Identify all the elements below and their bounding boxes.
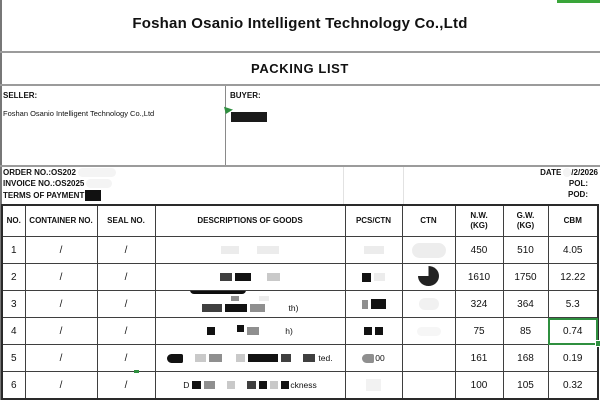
cell-gw[interactable]: 105 <box>503 372 548 400</box>
redacted-text <box>346 273 402 282</box>
section-divider <box>0 84 600 86</box>
section-divider <box>0 165 600 167</box>
seller-label: SELLER: <box>3 91 38 100</box>
cell-description[interactable] <box>155 372 345 400</box>
redacted-text <box>156 273 345 281</box>
pol-label: POL: <box>568 179 588 188</box>
top-right-green-strip <box>557 0 600 3</box>
header-container-no[interactable]: CONTAINER NO. <box>25 205 97 237</box>
redacted-text: D ckness <box>183 380 317 390</box>
border-blur <box>171 345 301 347</box>
cell-nw[interactable]: 324 <box>455 291 503 318</box>
redacted-blob <box>403 269 455 286</box>
cell-container-no[interactable]: / <box>25 237 97 264</box>
table-row <box>2 372 598 400</box>
header-nw[interactable]: N.W. (KG) <box>455 205 503 237</box>
terms-redacted <box>85 190 101 201</box>
cell-pcs-ctn[interactable] <box>345 345 402 372</box>
cell-container-no[interactable]: / <box>25 291 97 318</box>
order-no-line <box>3 168 116 177</box>
cell-nw[interactable]: 75 <box>455 318 503 345</box>
cell-pcs-ctn[interactable] <box>345 291 402 318</box>
terms-label: TERMS OF PAYMENT <box>3 191 85 200</box>
cell-pcs-ctn[interactable] <box>345 237 402 264</box>
header-seal-no[interactable]: SEAL NO. <box>97 205 155 237</box>
terms-line <box>3 190 101 201</box>
cell-container-no[interactable]: / <box>25 318 97 345</box>
cell-ctn[interactable] <box>402 318 455 345</box>
border-blur <box>186 318 291 320</box>
cell-no[interactable]: 3 <box>2 291 25 318</box>
redacted-blob <box>190 291 246 295</box>
cell-ctn[interactable] <box>402 264 455 291</box>
cell-no[interactable]: 2 <box>2 264 25 291</box>
date-line <box>540 168 598 177</box>
cell-seal-no[interactable]: / <box>97 264 155 291</box>
header-cbm[interactable]: CBM <box>548 205 598 237</box>
cell-seal-no[interactable]: / <box>97 372 155 400</box>
pol-line <box>569 179 588 188</box>
header-no[interactable]: NO. <box>2 205 25 237</box>
buyer-name-redacted <box>231 112 267 122</box>
redacted-text <box>346 246 402 254</box>
date-value: /2/2026 <box>571 168 598 177</box>
gridline <box>343 167 344 204</box>
cell-description[interactable] <box>155 264 345 291</box>
cell-gw[interactable]: 168 <box>503 345 548 372</box>
cell-no[interactable]: 6 <box>2 372 25 400</box>
cell-cbm[interactable]: 5.3 <box>548 291 598 318</box>
cell-pcs-ctn[interactable] <box>345 264 402 291</box>
invoice-no-line <box>3 179 112 188</box>
redacted-text <box>346 379 402 391</box>
header-gw[interactable]: G.W. (KG) <box>503 205 548 237</box>
cell-nw[interactable]: 450 <box>455 237 503 264</box>
header-ctn[interactable]: CTN <box>402 205 455 237</box>
cell-gw[interactable]: 1750 <box>503 264 548 291</box>
seller-buyer-divider <box>225 86 226 165</box>
cell-container-no[interactable]: / <box>25 372 97 400</box>
cell-no[interactable]: 5 <box>2 345 25 372</box>
table-row <box>2 264 598 291</box>
cell-cbm[interactable]: 0.32 <box>548 372 598 400</box>
page-title: PACKING LIST <box>251 61 349 76</box>
cell-seal-no[interactable]: / <box>97 237 155 264</box>
header-descriptions[interactable]: DESCRIPTIONS OF GOODS <box>155 205 345 237</box>
selection-marker-icon <box>134 370 139 373</box>
invoice-no-redacted <box>86 179 112 188</box>
redacted-text <box>156 246 345 254</box>
buyer-label: BUYER: <box>230 91 261 100</box>
cell-nw[interactable]: 1610 <box>455 264 503 291</box>
cell-nw[interactable]: 100 <box>455 372 503 400</box>
redacted-blob <box>403 298 455 310</box>
fill-handle[interactable] <box>595 340 600 347</box>
invoice-no-text: INVOICE NO.:OS2025 <box>3 179 85 188</box>
cell-no[interactable]: 1 <box>2 237 25 264</box>
border-blur <box>221 372 331 374</box>
date-label: DATE <box>540 168 562 177</box>
table-header-row <box>2 205 598 237</box>
cell-ctn[interactable] <box>402 372 455 400</box>
seller-name: Foshan Osanio Intelligent Technology Co.,Ltd <box>3 109 155 118</box>
redacted-text: th) <box>156 296 345 313</box>
redacted-blob <box>403 327 455 336</box>
pod-line <box>568 190 588 199</box>
selected-cell-cbm[interactable]: 0.74 <box>548 318 598 345</box>
redacted-blob <box>244 291 286 292</box>
cell-seal-no[interactable]: / <box>97 345 155 372</box>
cell-seal-no[interactable]: / <box>97 291 155 318</box>
table-row <box>2 318 598 345</box>
cell-description[interactable] <box>155 237 345 264</box>
section-divider <box>0 51 600 53</box>
redacted-text: 00 <box>346 353 402 363</box>
table-row <box>2 345 598 372</box>
company-title: Foshan Osanio Intelligent Technology Co.,Ltd <box>132 15 468 32</box>
header-pcs-ctn[interactable]: PCS/CTN <box>345 205 402 237</box>
redacted-text: ted. <box>156 353 345 363</box>
cell-description[interactable] <box>155 291 345 318</box>
cell-cbm[interactable]: 0.19 <box>548 345 598 372</box>
cell-container-no[interactable]: / <box>25 264 97 291</box>
cell-gw[interactable]: 364 <box>503 291 548 318</box>
cell-gw[interactable]: 510 <box>503 237 548 264</box>
cell-gw[interactable]: 85 <box>503 318 548 345</box>
cell-description[interactable] <box>155 345 345 372</box>
cell-description[interactable] <box>155 318 345 345</box>
pod-label: POD: <box>568 190 588 199</box>
redacted-text <box>346 299 402 309</box>
redacted-text <box>346 327 402 335</box>
cell-no[interactable]: 4 <box>2 318 25 345</box>
redacted-blob <box>403 243 455 258</box>
cell-ctn[interactable] <box>402 237 455 264</box>
order-no-redacted <box>78 168 116 177</box>
cell-seal-no[interactable]: / <box>97 318 155 345</box>
redacted-text: h) <box>156 326 345 336</box>
cell-pcs-ctn[interactable] <box>345 372 402 400</box>
cell-cbm[interactable]: 4.05 <box>548 237 598 264</box>
cell-cbm[interactable]: 12.22 <box>548 264 598 291</box>
gridline <box>403 167 404 204</box>
table-row <box>2 291 598 318</box>
cell-pcs-ctn[interactable] <box>345 318 402 345</box>
cell-ctn[interactable] <box>402 291 455 318</box>
date-redacted <box>563 168 571 177</box>
cell-nw[interactable]: 161 <box>455 345 503 372</box>
cell-container-no[interactable]: / <box>25 345 97 372</box>
order-no-text: ORDER NO.:OS202 <box>3 168 76 177</box>
table-row <box>2 237 598 264</box>
packing-list-table <box>1 204 599 400</box>
cell-ctn[interactable] <box>402 345 455 372</box>
